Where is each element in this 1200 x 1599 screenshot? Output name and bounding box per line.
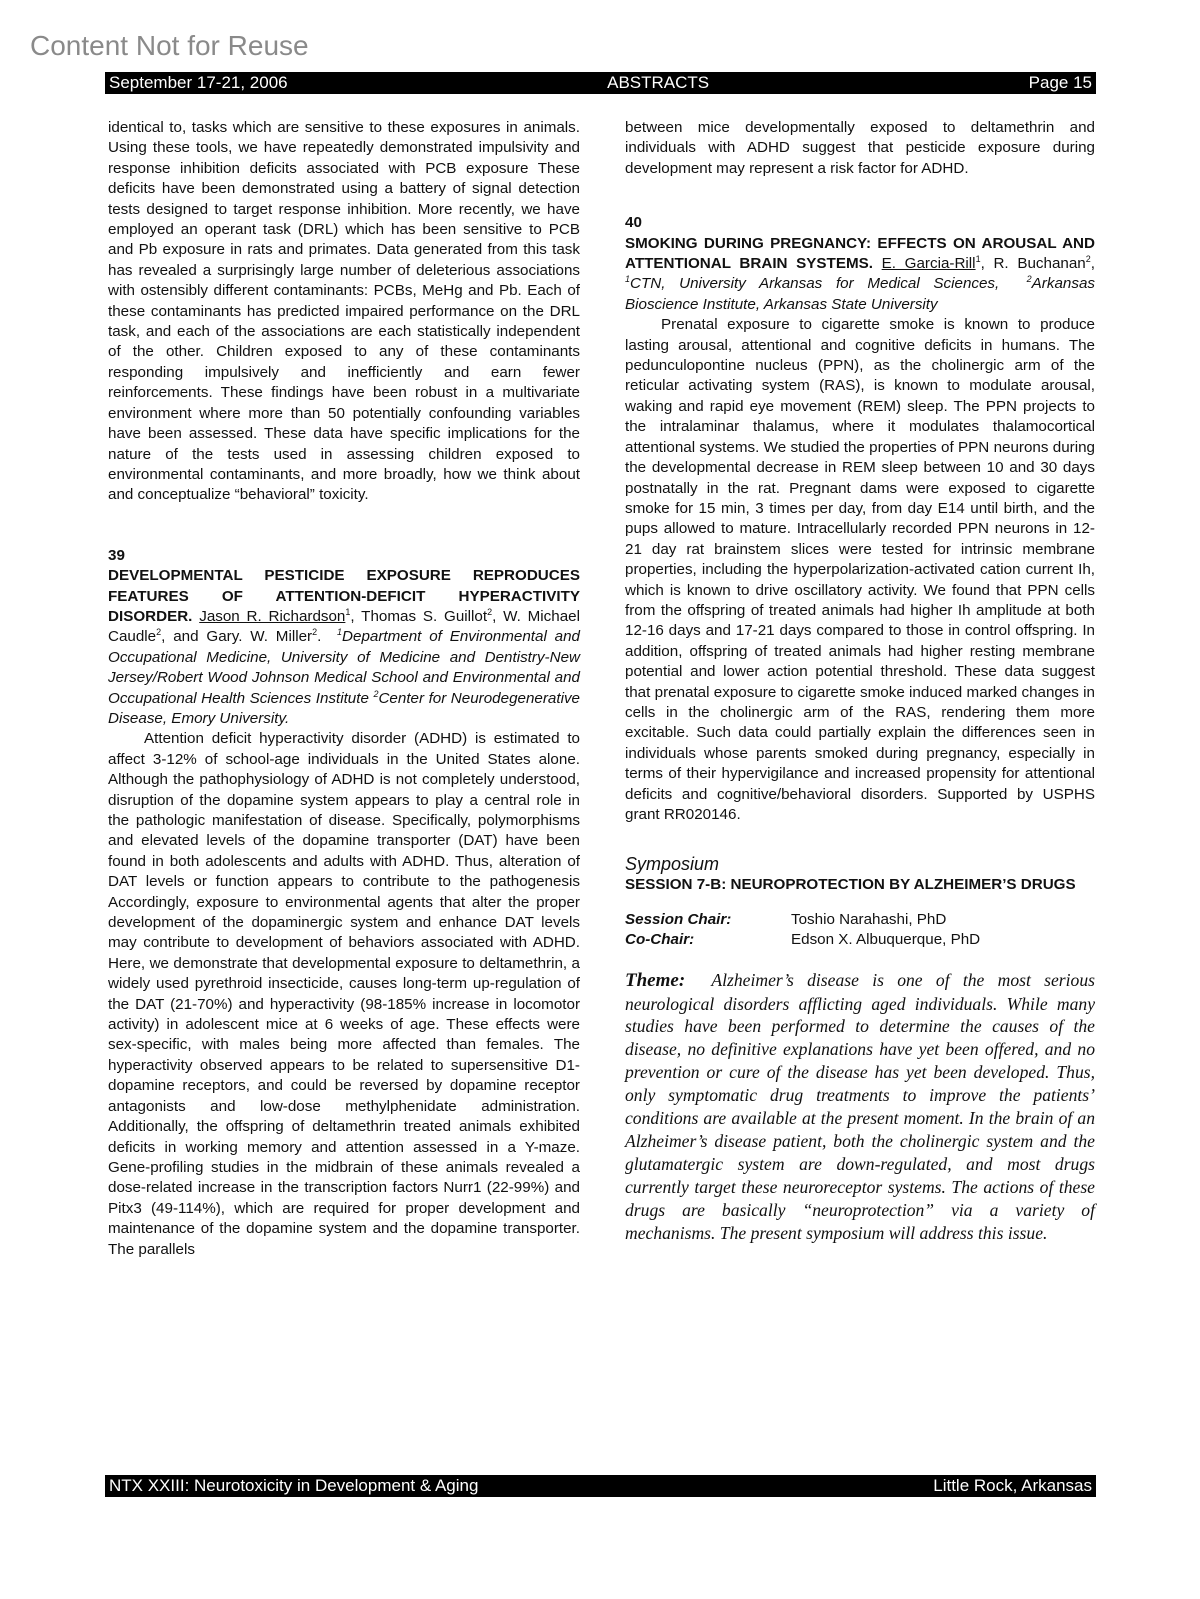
left-column	[108, 118, 580, 1260]
cochair-name: Edson X. Albuquerque, PhD	[791, 931, 981, 949]
abstract-40-title: SMOKING DURING PREGNANCY: EFFECTS ON AROUSAL AND ATTENTIONAL BRAIN SYSTEMS.	[625, 234, 1095, 273]
footer-conference: NTX XXIII: Neurotoxicity in Development & Aging	[109, 1476, 479, 1495]
cochair-label: Co-Chair:	[625, 931, 695, 949]
right-column	[625, 118, 1095, 1245]
chair-name: Toshio Narahashi, PhD	[791, 910, 947, 928]
header-page: Page 15	[1028, 73, 1092, 92]
previous-abstract-continuation: identical to, tasks which are sensitive to these exposures in animals. Using these tools, we have repeatedly demonstrated impulsivity and response inhibition deficits associated with PCB exposure These deficits have been demonstrated using a battery of signal detection tests designed to target response inhibition. More recently, we have employed an operant task (DRL) which has been sensitive to PCB and Pb exposure in rats and primates. Data generated from this task has revealed a surprisingly large number of deleterious associations with ostensibly different contaminants: PCBs, MeHg and Pb. Each of these contaminants has predicted impaired performance on the DRL task, and each of the associations are each statistically independent of the other. Children exposed to any of these contaminants responding impulsively and inefficiently and earn fewer reinforcements. These findings have been robust in a multivariate environment where more than 50 potentially confounding variables have been assessed. These data have specific implications for the nature of the tests used in assessing children exposed to environmental contaminants, and more broadly, how we think about and conceptualize “behavioral” toxicity.	[108, 119, 580, 504]
header-date: September 17-21, 2006	[109, 73, 288, 92]
abstract-40-header: SMOKING DURING PREGNANCY: EFFECTS ON AROUSAL AND ATTENTIONAL BRAIN SYSTEMS. E. Garcia-Rill$^1$, R. Buchanan$^2$, $^1$CTN, University Arkansas for Medical Sciences, $^2$Arkansas Bioscience Institute, Arkansas State University	[625, 234, 1095, 313]
affiliation: Arkansas Bioscience Institute, Arkansas State University	[625, 275, 1095, 313]
symposium-label: Symposium	[625, 854, 720, 875]
abstract-39-number: 39	[108, 546, 125, 564]
page-header	[105, 72, 1096, 94]
abstract-39-header: DEVELOPMENTAL PESTICIDE EXPOSURE REPRODUCES FEATURES OF ATTENTION-DEFICIT HYPERACTIVITY DISORDER. Jason R. Richardson$^1$, Thomas S. Guillot$^2$, W. Michael Caudle$^2$, and Gary. W. Miller$^2$. $^1$Department of Environmental and Occupational Medicine, University of Medicine and Dentistry-New Jersey/Robert Wood Johnson Medical School and Environmental and Occupational Health Sciences Institute $^2$Center for Neurodegenerative Disease, Emory University.	[108, 567, 580, 727]
theme-label: Theme:	[625, 969, 686, 991]
author: W. Michael Caudle	[108, 607, 580, 646]
affiliation: Department of Environmental and Occupational Medicine, University of Medicine and Dentistry-New Jersey/Robert Wood Johnson Medical School and Environmental and Occupational Health Sciences Institute	[108, 628, 580, 707]
session-chairs	[625, 910, 1095, 951]
watermark: Content Not for Reuse	[30, 30, 309, 61]
footer-location: Little Rock, Arkansas	[933, 1476, 1092, 1495]
author: R. Buchanan	[993, 255, 1086, 273]
abstract-39-body: Attention deficit hyperactivity disorder (ADHD) is estimated to affect 3-12% of school-age individuals in the United States alone. Although the pathophysiology of ADHD is not completely understood, disruption of the dopamine system appears to play a central role in the pathologic manifestation of disease. Specifically, polymorphisms and elevated levels of the dopamine transporter (DAT) have been found in both adolescents and adults with ADHD. Thus, alteration of DAT levels or function appears to contribute to the pathogenesis Accordingly, exposure to environmental agents that alter the proper development of the dopaminergic system and enhance DAT levels may contribute to development of behaviors associated with ADHD. Here, we demonstrate that developmental exposure to deltamethrin, a widely used pyrethroid insecticide, causes long-term up-regulation of the DAT (21-70%) and hyperactivity (98-185% increase in locomotor activity) in adolescent mice at 6 weeks of age. These effects were sex-specific, with males being more affected than females. The hyperactivity observed appears to be related to supersensitive D1-dopamine receptors, and could be reversed by dopamine receptor antagonists and low-dose methylphenidate administration. Additionally, the offspring of deltamethrin treated animals exhibited deficits in working memory and attention assessed in a Y-maze. Gene-profiling studies in the midbrain of these animals revealed a dose-related increase in the transcription factors Nurr1 (22-99%) and Pitx3 (49-114%), which are required for proper development and maintenance of the dopamine system and the dopamine transporter. The parallels	[108, 730, 580, 1258]
abstract-40-body: Prenatal exposure to cigarette smoke is known to produce lasting arousal, attentional and cognitive deficits in humans. The pedunculopontine nucleus (PPN), as the cholinergic arm of the reticular activating system (RAS), is known to modulate arousal, waking and rapid eye movement (REM) sleep. The PPN projects to the intralaminar thalamus, where it modulates thalamocortical attentional systems. We studied the properties of PPN neurons during the developmental decrease in REM sleep between 10 and 30 days postnatally in the rat. Pregnant dams were exposed to cigarette smoke for 15 min, 3 times per day, from day E14 until birth, and the pups allowed to mature. Intracellularly recorded PPN neurons in 12-21 day rat brainstem slices were tested for intrinsic membrane properties, including the hyperpolarization-activated cation current Ih, which is known to drive oscillatory activity. We found that PPN cells from the offspring of treated animals had higher Ih amplitude at both 12-16 days and 17-21 days compared to those in control offspring. In addition, offspring of treated animals had higher resting membrane potential and lower action potential threshold. These data suggest that prenatal exposure to cigarette smoke induced marked changes in cells in the cholinergic arm of the RAS, rendering them more excitable. Such data could partially explain the differences seen in individuals whose parents smoked during pregnancy, especially in terms of their hypervigilance and increased propensity for attentional deficits and cognitive/behavioral disorders. Supported by USPHS grant RR020146.	[625, 316, 1095, 823]
chair-label: Session Chair:	[625, 910, 732, 928]
author: Gary. W. Miller	[206, 628, 313, 646]
author: Thomas S. Guillot	[361, 607, 488, 625]
abstract-40-number: 40	[625, 214, 642, 232]
author: Jason R. Richardson	[199, 607, 346, 625]
theme-text: Alzheimer’s disease is one of the most serious neurological disorders afflicting aged individuals. While many studies have been performed to determine the causes of the disease, no definitive explanations have yet been offered, and no prevention or cure of the disease has yet been developed. Thus, only symptomatic drug treatments to improve the patients’ conditions are available at the present moment. In the brain of an Alzheimer’s disease patient, both the cholinergic system and the glutamatergic system are down-regulated, and most drugs currently target these neuroreceptor systems. The actions of these drugs are basically “neuroprotection” via a variety of mechanisms. The present symposium will address this issue.	[625, 969, 1095, 1243]
abstract-39-title: DEVELOPMENTAL PESTICIDE EXPOSURE REPRODUCES FEATURES OF ATTENTION-DEFICIT HYPERACTIVITY DISORDER.	[108, 567, 580, 625]
theme-paragraph	[625, 969, 1095, 1245]
affiliation: CTN, University Arkansas for Medical Sciences,	[630, 275, 1000, 293]
abstract-39-body-continued: between mice developmentally exposed to deltamethrin and individuals with ADHD suggest that pesticide exposure during development may represent a risk factor for ADHD.	[625, 119, 1095, 177]
session-title: SESSION 7-B: NEUROPROTECTION BY ALZHEIMER’S DRUGS	[625, 876, 1076, 894]
header-section: ABSTRACTS	[607, 73, 710, 92]
affiliation: Center for Neurodegenerative Disease, Emory University.	[108, 689, 580, 727]
page-footer	[105, 1475, 1096, 1497]
author: E. Garcia-Rill	[881, 255, 976, 273]
